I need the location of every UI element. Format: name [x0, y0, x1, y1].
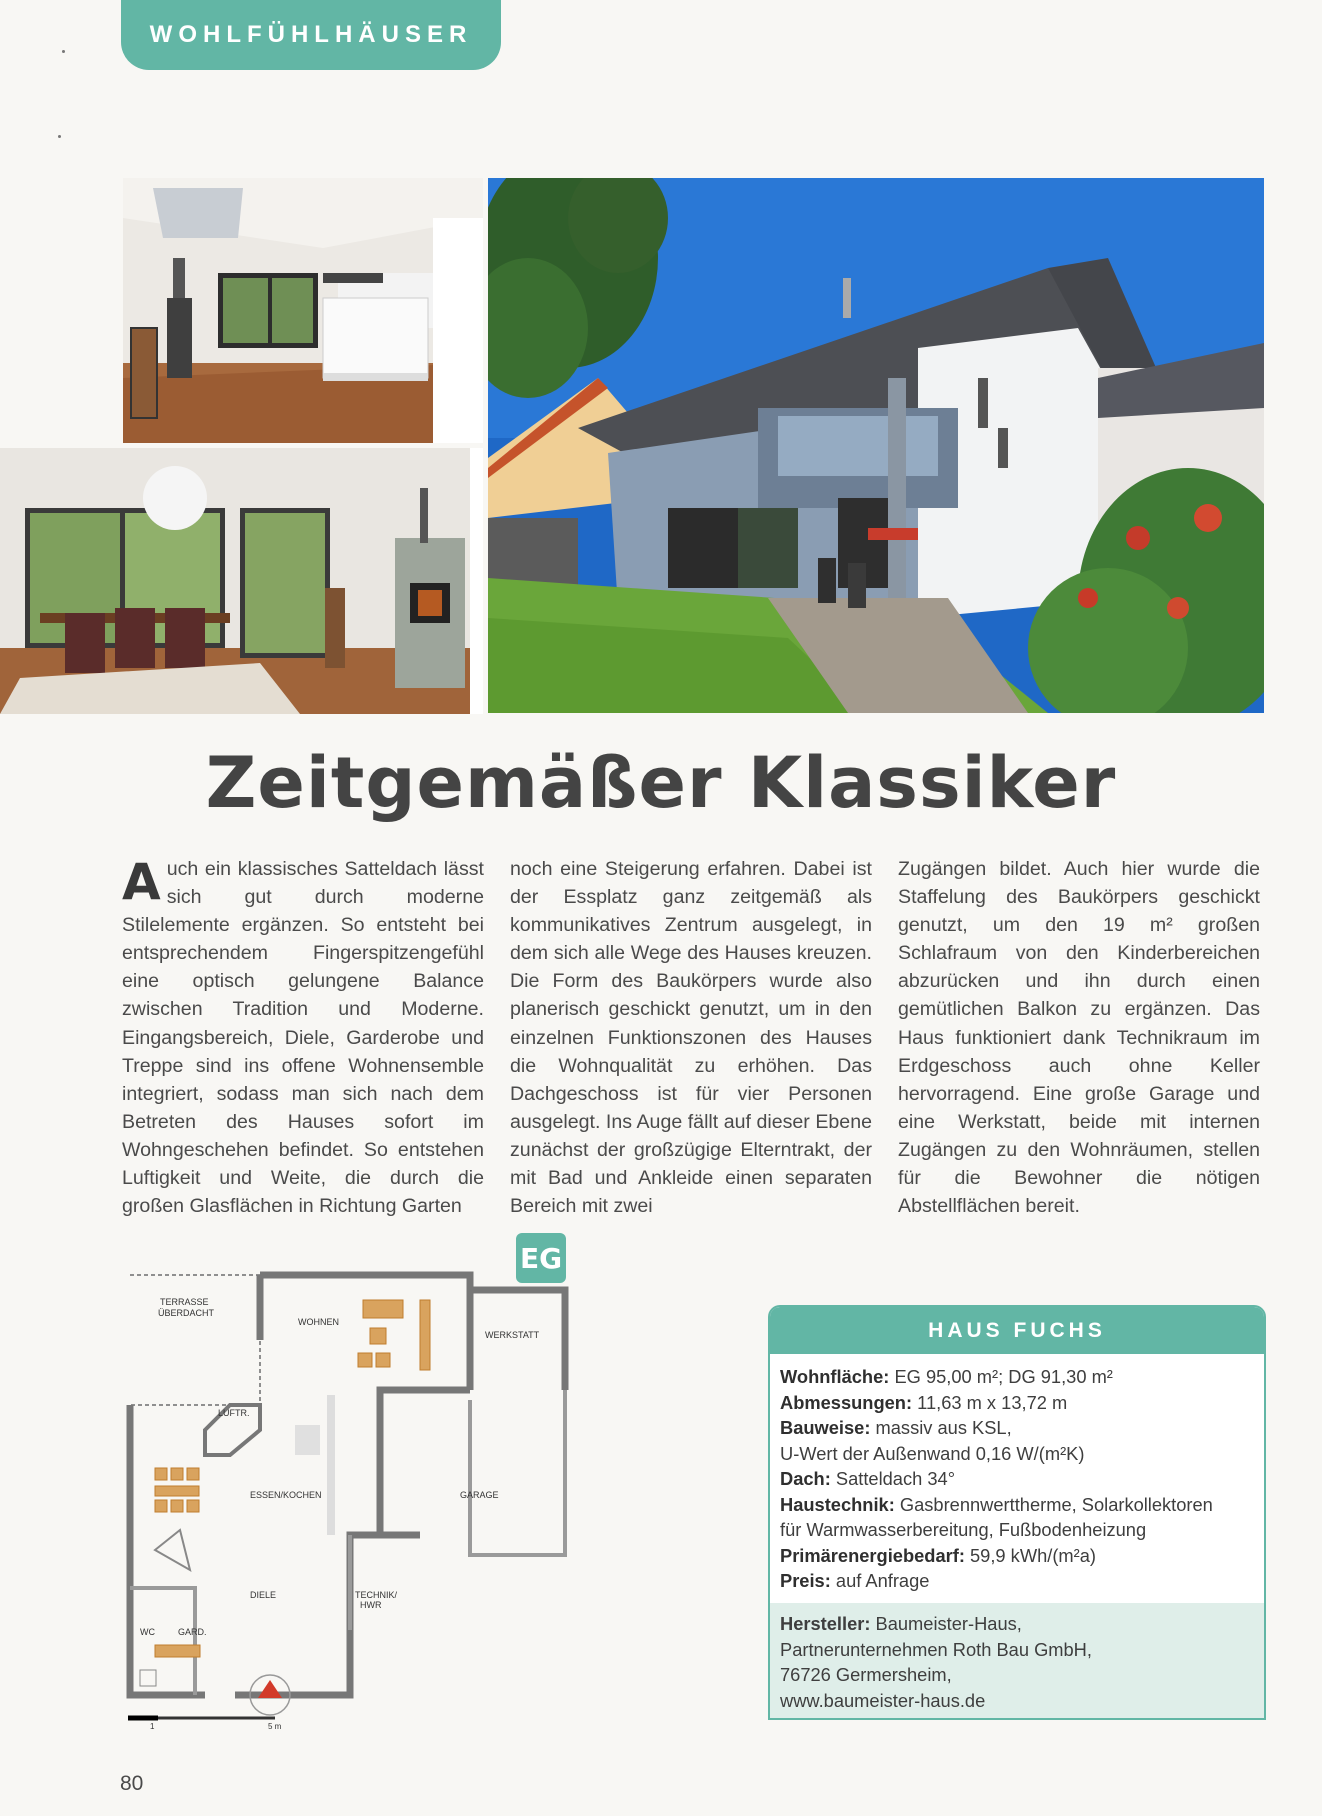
info-row: Primärenergiebedarf: 59,9 kWh/(m²a): [780, 1544, 1096, 1566]
manufacturer-block: [770, 1603, 1264, 1718]
room-label-terrasse: TERRASSE: [160, 1297, 209, 1307]
room-label-luftraum: LUFTR.: [218, 1408, 250, 1418]
room-label-garage: GARAGE: [460, 1490, 499, 1500]
house-exterior-photo: [488, 178, 1264, 713]
room-label-essen-kochen: ESSEN/KOCHEN: [250, 1490, 322, 1500]
body-text-2: noch eine Steigerung erfahren. Dabei ist der Essplatz ganz zeitgemäß als kommunikatives Zentrum ausgelegt, in dem sich alle Wege des Hauses kreuzen. Die Form des Baukörpers wurde also planerisch geschickt genutzt, um in den einzelnen Funktionszonen des Hauses die Wohnqualität zu erhöhen. Das Dachgeschoss ist für vier Personen ausgelegt. Ins Auge fällt auf dieser Ebene zunächst der großzügige Elterntrakt, der mit Bad und Ankleide einen separaten Bereich mit zwei: [510, 858, 872, 1218]
print-mark: [58, 135, 61, 138]
body-text-3: Zugängen bildet. Auch hier wurde die Staffelung des Baukörpers geschickt genutzt, um den 19 m² großen Schlafraum von den Kinderbereichen abzurücken und ihn durch einen gemütlichen Balkon zu ergänzen. Das Haus funktioniert dank Technikraum im Erdgeschoss auch ohne Keller hervorragend. Eine große Garage und eine Werkstatt, beide mit internen Zugängen zu den Wohnräumen, stellen für die Bewohner die nötigen Abstellflächen bereit.: [898, 858, 1260, 1218]
print-mark: [62, 50, 65, 53]
info-row: Preis: auf Anfrage: [780, 1570, 930, 1591]
manufacturer-line: Baumeister-Haus,: [875, 1613, 1022, 1634]
room-label-terrasse-2: ÜBERDACHT: [158, 1308, 215, 1318]
info-row: Dach: Satteldach 34°: [780, 1468, 956, 1489]
info-row: Haustechnik: Gasbrennwerttherme, Solarkollektoren: [780, 1493, 1213, 1515]
info-row: Wohnfläche: EG 95,00 m²; DG 91,30 m²: [780, 1366, 1113, 1387]
scale-label-5: 5 m: [268, 1722, 282, 1730]
body-column-3: [898, 855, 1260, 1220]
room-label-technik: TECHNIK/: [355, 1590, 398, 1600]
body-column-2: [510, 855, 872, 1220]
info-box-rows: [770, 1354, 1264, 1598]
info-row: U-Wert der Außenwand 0,16 W/(m²K): [780, 1442, 1085, 1464]
info-row: für Warmwasserbereitung, Fußbodenheizung: [780, 1519, 1147, 1540]
section-tab-label: WOHLFÜHLHÄUSER: [149, 21, 473, 48]
body-column-1: [122, 855, 484, 1220]
article-title: Zeitgemäßer Klassiker: [205, 742, 1117, 824]
section-tab: [121, 0, 501, 70]
room-label-garderobe: GARD.: [178, 1627, 207, 1637]
room-label-wohnen: WOHNEN: [298, 1317, 339, 1327]
page-number: 80: [120, 1772, 144, 1795]
dining-room-photo: [0, 448, 483, 714]
kitchen-photo: [123, 178, 483, 443]
manufacturer-label: Hersteller:: [780, 1613, 871, 1634]
room-label-diele: DIELE: [250, 1590, 277, 1600]
floor-badge: EG: [516, 1233, 566, 1283]
manufacturer-line: Partnerunternehmen Roth Bau GmbH,: [780, 1638, 1092, 1660]
body-text-1: uch ein klassisches Satteldach lässt sich gut durch moderne Stilelemente ergänzen. So entsteht bei entsprechendem Fingerspitzengefühl eine optisch gelungene Balance zwischen Tradition und Moderne. Eingangsbereich, Diele, Garderobe und Treppe sind ins offene Wohnensemble integriert, sodass man sich nach dem Betreten des Hauses sofort im Wohngeschehen befindet. So entstehen Luftigkeit und Weite, die durch die großen Glasflächen in Richtung Garten: [122, 858, 484, 1218]
dropcap: A: [122, 853, 161, 911]
scale-label-1: 1: [150, 1722, 155, 1730]
room-label-hwr: HWR: [360, 1600, 382, 1610]
info-box: [768, 1305, 1266, 1720]
room-label-werkstatt: WERKSTATT: [485, 1330, 540, 1340]
manufacturer-website: www.baumeister-haus.de: [780, 1689, 986, 1711]
info-row: Bauweise: massiv aus KSL,: [780, 1417, 1012, 1438]
room-label-wc: WC: [140, 1627, 155, 1637]
manufacturer-line: 76726 Germersheim,: [780, 1664, 952, 1685]
info-row: Abmessungen: 11,63 m x 13,72 m: [780, 1391, 1068, 1413]
floor-plan: [120, 1230, 580, 1730]
info-box-title: HAUS FUCHS: [770, 1307, 1264, 1354]
